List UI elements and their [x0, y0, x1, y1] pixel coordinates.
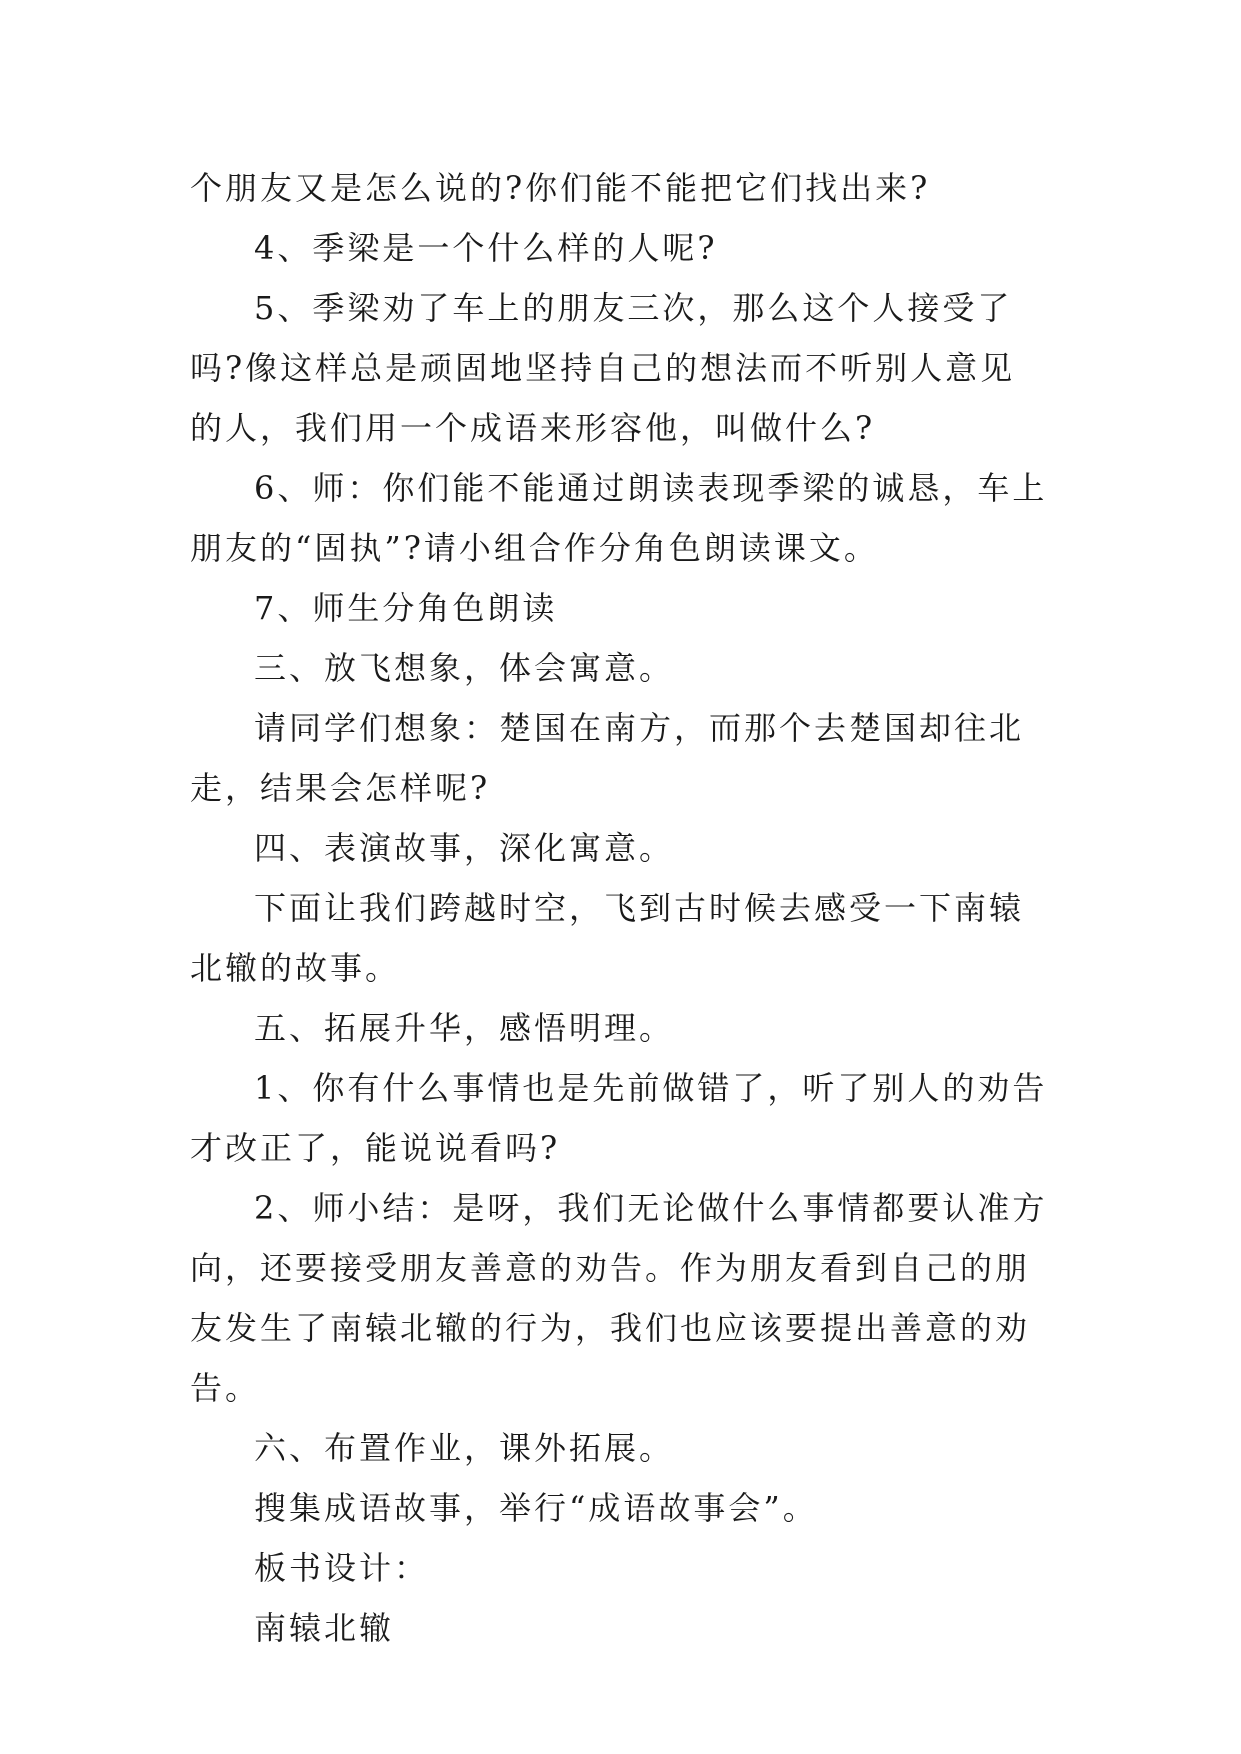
paragraph-continued: 个朋友又是怎么说的?你们能不能把它们找出来?	[190, 169, 931, 207]
paragraph-question-5: 5、季梁劝了车上的朋友三次，那么这个人接受了吗?像这样总是顽固地坚持自己的想法而不听别人意见的人，我们用一个成语来形容他，叫做什么?	[190, 289, 1016, 447]
section-heading-5: 五、拓展升华，感悟明理。	[254, 1009, 675, 1047]
section-heading-6: 六、布置作业，课外拓展。	[254, 1429, 675, 1467]
paragraph-step-7: 7、师生分角色朗读	[254, 589, 558, 627]
paragraph-imagine: 请同学们想象：楚国在南方，而那个去楚国却往北走，结果会怎样呢?	[190, 709, 1025, 807]
paragraph-question-4: 4、季梁是一个什么样的人呢?	[254, 229, 718, 267]
board-design-label: 板书设计：	[254, 1549, 430, 1587]
section-heading-3: 三、放飞想象，体会寓意。	[254, 649, 675, 687]
board-design-title: 南辕北辙	[254, 1609, 395, 1647]
paragraph-perform: 下面让我们跨越时空，飞到古时候去感受一下南辕北辙的故事。	[190, 889, 1025, 987]
section-heading-4: 四、表演故事，深化寓意。	[254, 829, 675, 867]
paragraph-summary-2: 2、师小结：是呀，我们无论做什么事情都要认准方向，还要接受朋友善意的劝告。作为朋友看到自己的朋友发生了南辕北辙的行为，我们也应该要提出善意的劝告。	[190, 1189, 1048, 1407]
body-text	[190, 158, 1050, 1658]
paragraph-question-6: 6、师：你们能不能通过朗读表现季梁的诚恳，车上朋友的“固执”?请小组合作分角色朗读课文。	[190, 469, 1048, 567]
paragraph-extend-1: 1、你有什么事情也是先前做错了，听了别人的劝告才改正了，能说说看吗?	[190, 1069, 1048, 1167]
paragraph-homework: 搜集成语故事，举行“成语故事会”。	[254, 1489, 818, 1527]
